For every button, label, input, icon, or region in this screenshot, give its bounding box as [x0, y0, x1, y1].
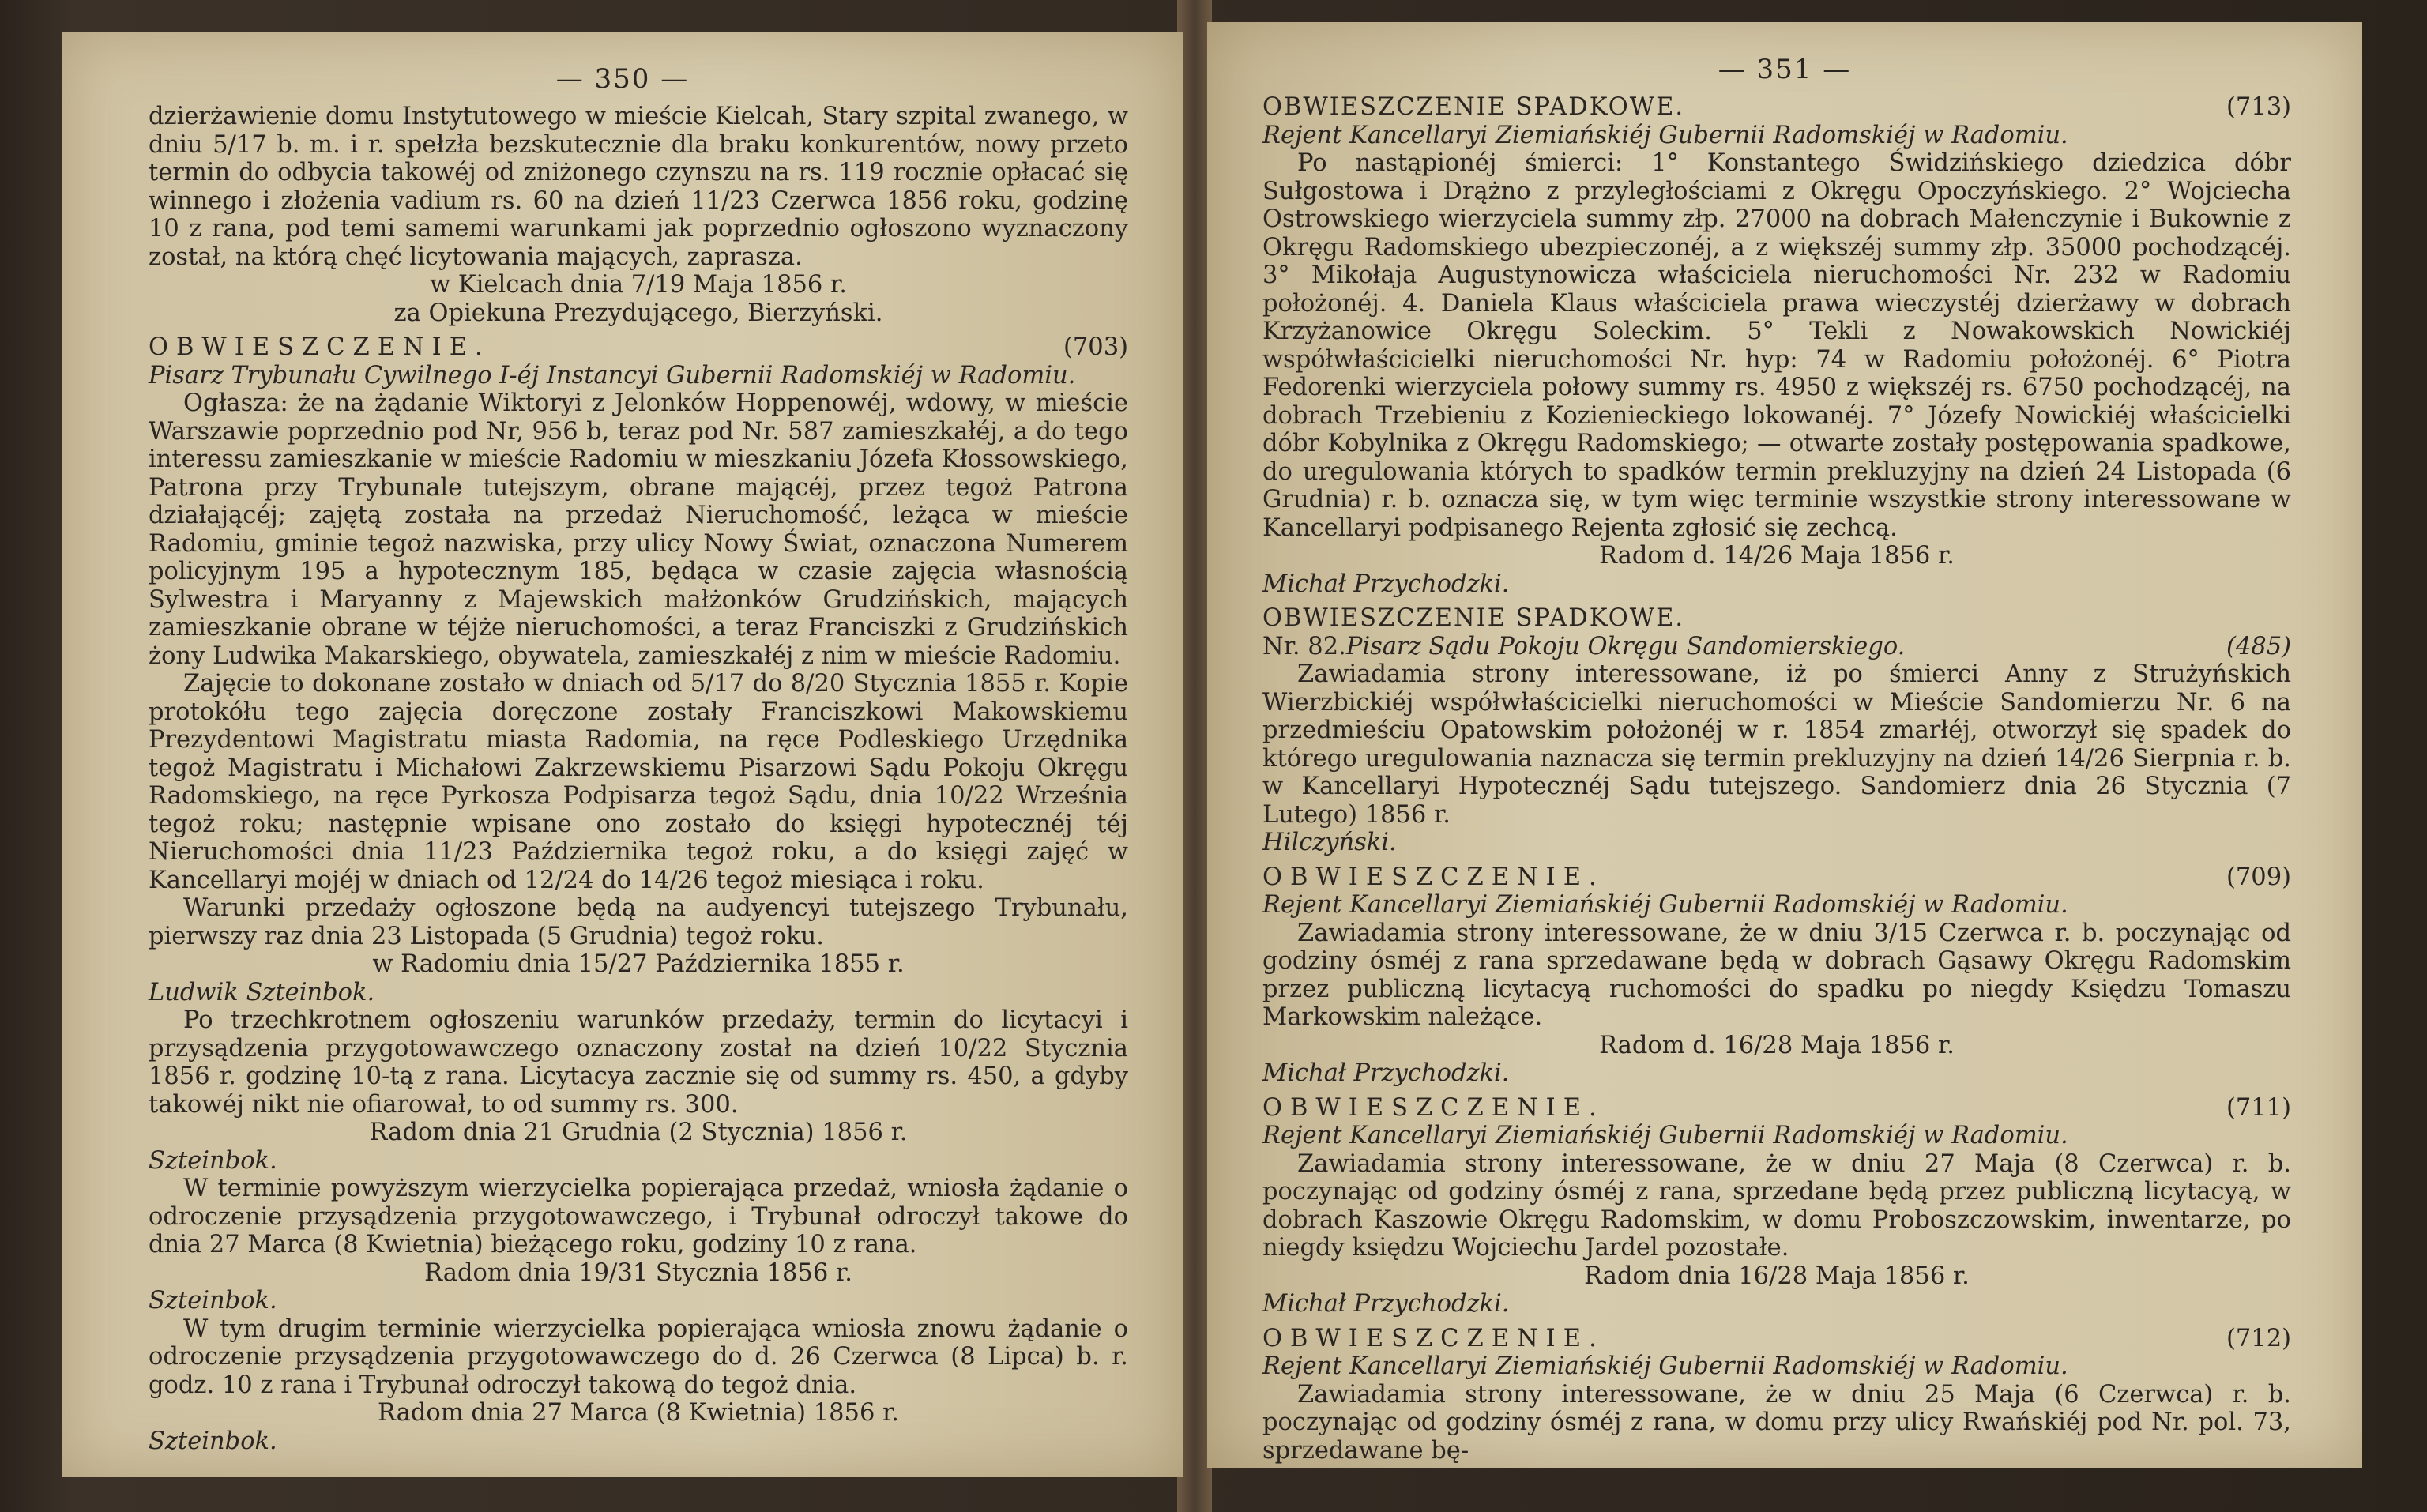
text: Zajęcie to dokonane zostało w dniach od 5/17 do 8/20 Stycznia 1855 r. Kopie protokółu tego zajęcia doręczone zostały Franciszkowi Makowskiemu Prezydentowi Magistratu miasta Radomia, na ręce Podleskiego Urzędnika tegoż Magistratu i Michałowi Zakrzewskiemu Pisarzowi Sądu Pokoju Okręgu Radomskiego, na ręce Pyrkosza Podpisarza tegoż Sądu, dnia 10/22 Września tegoż roku; następnie wpisane ono zostało do księgi hypotecznéj téj Nieruchomości dnia 11/23 Października tegoż roku, a do księgi zajęć w Kancellaryi mojéj w dniach od 12/24 do 14/26 tegoż miesiąca i roku.: [149, 670, 1128, 894]
notice-number: Nr. 82.: [1262, 632, 1346, 660]
page-number: — 351 —: [1718, 54, 1852, 85]
notice-reference-number: (712): [2226, 1324, 2291, 1352]
date-line: [149, 271, 1128, 299]
signature: [1262, 1290, 2291, 1318]
page-number: — 350 —: [555, 63, 690, 95]
paragraph: [149, 1006, 1128, 1119]
paragraph: [149, 103, 1128, 271]
text: Szteinbok.: [149, 1146, 277, 1175]
text: Rejent Kancellaryi Ziemiańskiéj Gubernii Radomskiéj w Radomiu.: [1262, 891, 2068, 919]
text: OBWIESZCZENIE.: [149, 333, 491, 361]
notice-issuer: [1262, 122, 2291, 150]
right-page: [1207, 22, 2362, 1468]
text: Rejent Kancellaryi Ziemiańskiéj Gubernii Radomskiéj w Radomiu.: [1262, 1352, 2068, 1380]
text: W terminie powyższym wierzycielka popierająca przedaż, wniosła żądanie o odroczenie przysądzenia przygotowawczego, i Trybunał odroczył takowe do dnia 27 Marca (8 Kwietnia) bieżącego roku, godziny 10 z rana.: [149, 1175, 1128, 1258]
notice-issuer: [1262, 1122, 2291, 1150]
paragraph: [1262, 920, 2291, 1032]
notice-heading: [149, 333, 1128, 362]
notice-reference-number: (713): [2226, 93, 2291, 121]
paragraph: [149, 1315, 1128, 1400]
notice-reference-number: (703): [1063, 333, 1128, 361]
notice-heading: [1262, 604, 2291, 633]
paragraph: [149, 1175, 1128, 1259]
text: w Kielcach dnia 7/19 Maja 1856 r.: [430, 271, 847, 299]
notice-heading: [1262, 93, 2291, 122]
notice-issuer: [1262, 633, 2291, 661]
text: Zawiadamia strony interessowane, że w dniu 3/15 Czerwca r. b. poczynając od godziny ósméj z rana sprzedawane będą w dobrach Gąsawy Okręgu Radomskim przez publiczną licytacyą ruchomości do spadku po niegdy Księdzu Tomaszu Markowskim należące.: [1262, 919, 2291, 1031]
left-page: [62, 32, 1183, 1477]
notice-heading: [1262, 1325, 2291, 1353]
signature: [1262, 829, 2291, 857]
text: Radom dnia 16/28 Maja 1856 r.: [1584, 1262, 1970, 1290]
signature: [149, 1287, 1128, 1315]
text: Warunki przedaży ogłoszone będą na audyencyi tutejszego Trybunału, pierwszy raz dnia 23 Listopada (5 Grudnia) tegoż roku.: [149, 894, 1128, 950]
date-line: [1262, 1032, 2291, 1060]
signature: [149, 1147, 1128, 1175]
text: Hilczyński.: [1262, 829, 1397, 856]
text: OBWIESZCZENIE.: [1262, 863, 1605, 891]
text: OBWIESZCZENIE SPADKOWE.: [1262, 93, 1685, 121]
notice-heading: [1262, 1094, 2291, 1123]
text: Michał Przychodzki.: [1262, 570, 1510, 598]
signature: [1262, 1059, 2291, 1088]
left-page-text: [62, 103, 1183, 1455]
text: Radom dnia 27 Marca (8 Kwietnia) 1856 r.: [378, 1399, 899, 1427]
paragraph: [149, 670, 1128, 894]
date-line: [1262, 542, 2291, 570]
text: OBWIESZCZENIE.: [1262, 1093, 1605, 1122]
paragraph: [1262, 1381, 2291, 1465]
text: Zawiadamia strony interessowane, że w dniu 25 Maja (6 Czerwca) r. b. poczynając od godziny ósméj z rana, w domu przy ulicy Rwańskiéj pod Nr. pol. 73, sprzedawane bę-: [1262, 1380, 2291, 1465]
date-line: [149, 950, 1128, 979]
text: Zawiadamia strony interessowane, iż po śmierci Anny z Strużyńskich Wierzbickiéj współwłaścicielki nieruchomości w Mieście Sandomierzu Nr. 6 na przedmieściu Opatowskim położonéj w r. 1854 zmarłéj, otworzył się spadek do którego uregulowania naznacza się termin prekluzyjny na dzień 14/26 Sierpnia r. b. w Kancellaryi Hypotecznéj Sądu tutejszego. Sandomierz dnia 26 Stycznia (7 Lutego) 1856 r.: [1262, 660, 2291, 829]
text: Szteinbok.: [149, 1287, 277, 1315]
date-line: [149, 1259, 1128, 1288]
date-line: [149, 1119, 1128, 1147]
paragraph: [1262, 149, 2291, 542]
text: Ogłasza: że na żądanie Wiktoryi z Jelonków Hoppenowéj, wdowy, w mieście Warszawie poprzednio pod Nr, 956 b, teraz pod Nr. 587 zamieszkałéj, a do tego interessu zamieszkanie w mieście Radomiu w mieszkaniu Józefa Kłossowskiego, Patrona przy Trybunale tutejszym, obrane mającéj, przez tegoż Patrona działającéj; zajętą została na przedaż Nieruchomość, leżąca w mieście Radomiu, gminie tegoż nazwiska, przy ulicy Nowy Świat, oznaczona Numerem policyjnym 195 a hypotecznym 185, będąca w czasie zajęcia własnością Sylwestra i Maryanny z Majewskich małżonków Grudzińskich, mających zamieszkanie obrane w téjże nieruchomości, a teraz Franciszki z Grudzińskich żony Ludwika Makarskiego, obywatela, zamieszkałéj z nim w mieście Radomiu.: [149, 389, 1128, 670]
text: Pisarz Sądu Pokoju Okręgu Sandomierskiego.: [1345, 632, 1906, 660]
text: Rejent Kancellaryi Ziemiańskiéj Gubernii Radomskiéj w Radomiu.: [1262, 1122, 2068, 1149]
signature: [1262, 570, 2291, 599]
text: Radom dnia 19/31 Stycznia 1856 r.: [424, 1258, 852, 1287]
notice-issuer: [149, 362, 1128, 390]
text: Radom d. 14/26 Maja 1856 r.: [1599, 542, 1955, 570]
notice-issuer: [1262, 1352, 2291, 1381]
text: Radom d. 16/28 Maja 1856 r.: [1599, 1031, 1955, 1059]
text: Michał Przychodzki.: [1262, 1290, 1510, 1318]
notice-reference-number: (709): [2226, 863, 2291, 891]
text: Zawiadamia strony interessowane, że w dniu 27 Maja (8 Czerwca) r. b. poczynając od godziny ósméj z rana, sprzedane będą przez publiczną licytacyą, w dobrach Kaszowie Okręgu Radomskim, w domu Proboszczowskim, inwentarze, po niegdy księdzu Wojciechu Jardel pozostałe.: [1262, 1149, 2291, 1262]
text: dzierżawienie domu Instytutowego w mieście Kielcah, Stary szpital zwanego, w dniu 5/17 b. m. i r. spełzła bezskutecznie dla braku konkurentów, nowy przeto termin do odbycia takowéj od zniżonego czynszu na rs. 119 rocznie opłacać się winnego i złożenia vadium rs. 60 na dzień 11/23 Czerwca 1856 roku, godzinę 10 z rana, pod temi samemi warunkami jak poprzednio ogłoszono wyznaczony został, na którą chęć licytowania mających, zaprasza.: [149, 103, 1128, 271]
paragraph: [149, 894, 1128, 950]
signature: [149, 979, 1128, 1007]
text: Pisarz Trybunału Cywilnego I-éj Instancyi Gubernii Radomskiéj w Radomiu.: [149, 361, 1076, 389]
right-page-text: [1207, 93, 2362, 1465]
text: Po trzechkrotnem ogłoszeniu warunków przedaży, termin do licytacyi i przysądzenia przygotowawczego oznaczony został na dzień 10/22 Stycznia 1856 r. godzinę 10-tą z rana. Licytacya zacznie się od summy rs. 450, a gdyby takowéj nikt nie ofiarował, to od summy rs. 300.: [149, 1006, 1128, 1119]
text: w Radomiu dnia 15/27 Października 1855 r.: [372, 950, 905, 978]
signature: [149, 1427, 1128, 1456]
notice-reference-number: (485): [2226, 632, 2291, 660]
paragraph: [1262, 660, 2291, 829]
text: Ludwik Szteinbok.: [149, 978, 375, 1006]
text: Rejent Kancellaryi Ziemiańskiéj Gubernii Radomskiéj w Radomiu.: [1262, 121, 2068, 149]
notice-issuer: [1262, 891, 2291, 920]
text: Szteinbok.: [149, 1427, 277, 1455]
text: za Opiekuna Prezydującego, Bierzyński.: [393, 299, 883, 327]
text: Michał Przychodzki.: [1262, 1059, 1510, 1087]
paragraph: [1262, 1150, 2291, 1262]
notice-heading: [1262, 863, 2291, 892]
text: Po nastąpionéj śmierci: 1° Konstantego Świdzińskiego dziedzica dóbr Sułgostowa i Drążno z przyległościami z Okręgu Opoczyńskiego. 2° Wojciecha Ostrowskiego wierzyciela summy złp. 27000 na dobrach Małenczynie i Bukownie z Okręgu Radomskiego ubezpieczonéj, a z większéj summy złp. 35000 pochodzącéj. 3° Mikołaja Augustynowicza właściciela nieruchomości Nr. 232 w Radomiu położonéj. 4. Daniela Klaus właściciela prawa wieczystéj dzierżawy w dobrach Krzyżanowice Okręgu Soleckim. 5° Tekli z Nowakowskich Nowickiéj współwłaścicielki nieruchomości Nr. hyp: 74 w Radomiu położonéj. 6° Piotra Fedorenki wierzyciela połowy summy rs. 4950 z większéj rs. 6750 pochodzącéj, na dobrach Trzebieniu z Kozienieckiego lokowanéj. 7° Józefy Nowickiéj właścicielki dóbr Kobylnika z Okręgu Radomskiego; — otwarte zostały postępowania spadkowe, do uregulowania których to spadków termin prekluzyjny na dzień 24 Listopada (6 Grudnia) r. b. oznacza się, w tym więc terminie wszystkie strony interessowane w Kancellaryi podpisanego Rejenta zgłosić się zechcą.: [1262, 149, 2291, 542]
text: Radom dnia 21 Grudnia (2 Stycznia) 1856 r.: [369, 1119, 908, 1146]
text: OBWIESZCZENIE.: [1262, 1324, 1605, 1352]
date-line: [1262, 1262, 2291, 1291]
date-line: [149, 1399, 1128, 1427]
text: W tym drugim terminie wierzycielka popierająca wniosła znowu żądanie o odroczenie przysądzenia przygotowawczego do d. 26 Czerwca (8 Lipca) b. r. godz. 10 z rana i Trybunał odroczył takową do tegoż dnia.: [149, 1315, 1128, 1399]
paragraph: [149, 389, 1128, 670]
notice-reference-number: (711): [2226, 1093, 2291, 1122]
text: OBWIESZCZENIE SPADKOWE.: [1262, 604, 1685, 632]
date-line: [149, 299, 1128, 328]
